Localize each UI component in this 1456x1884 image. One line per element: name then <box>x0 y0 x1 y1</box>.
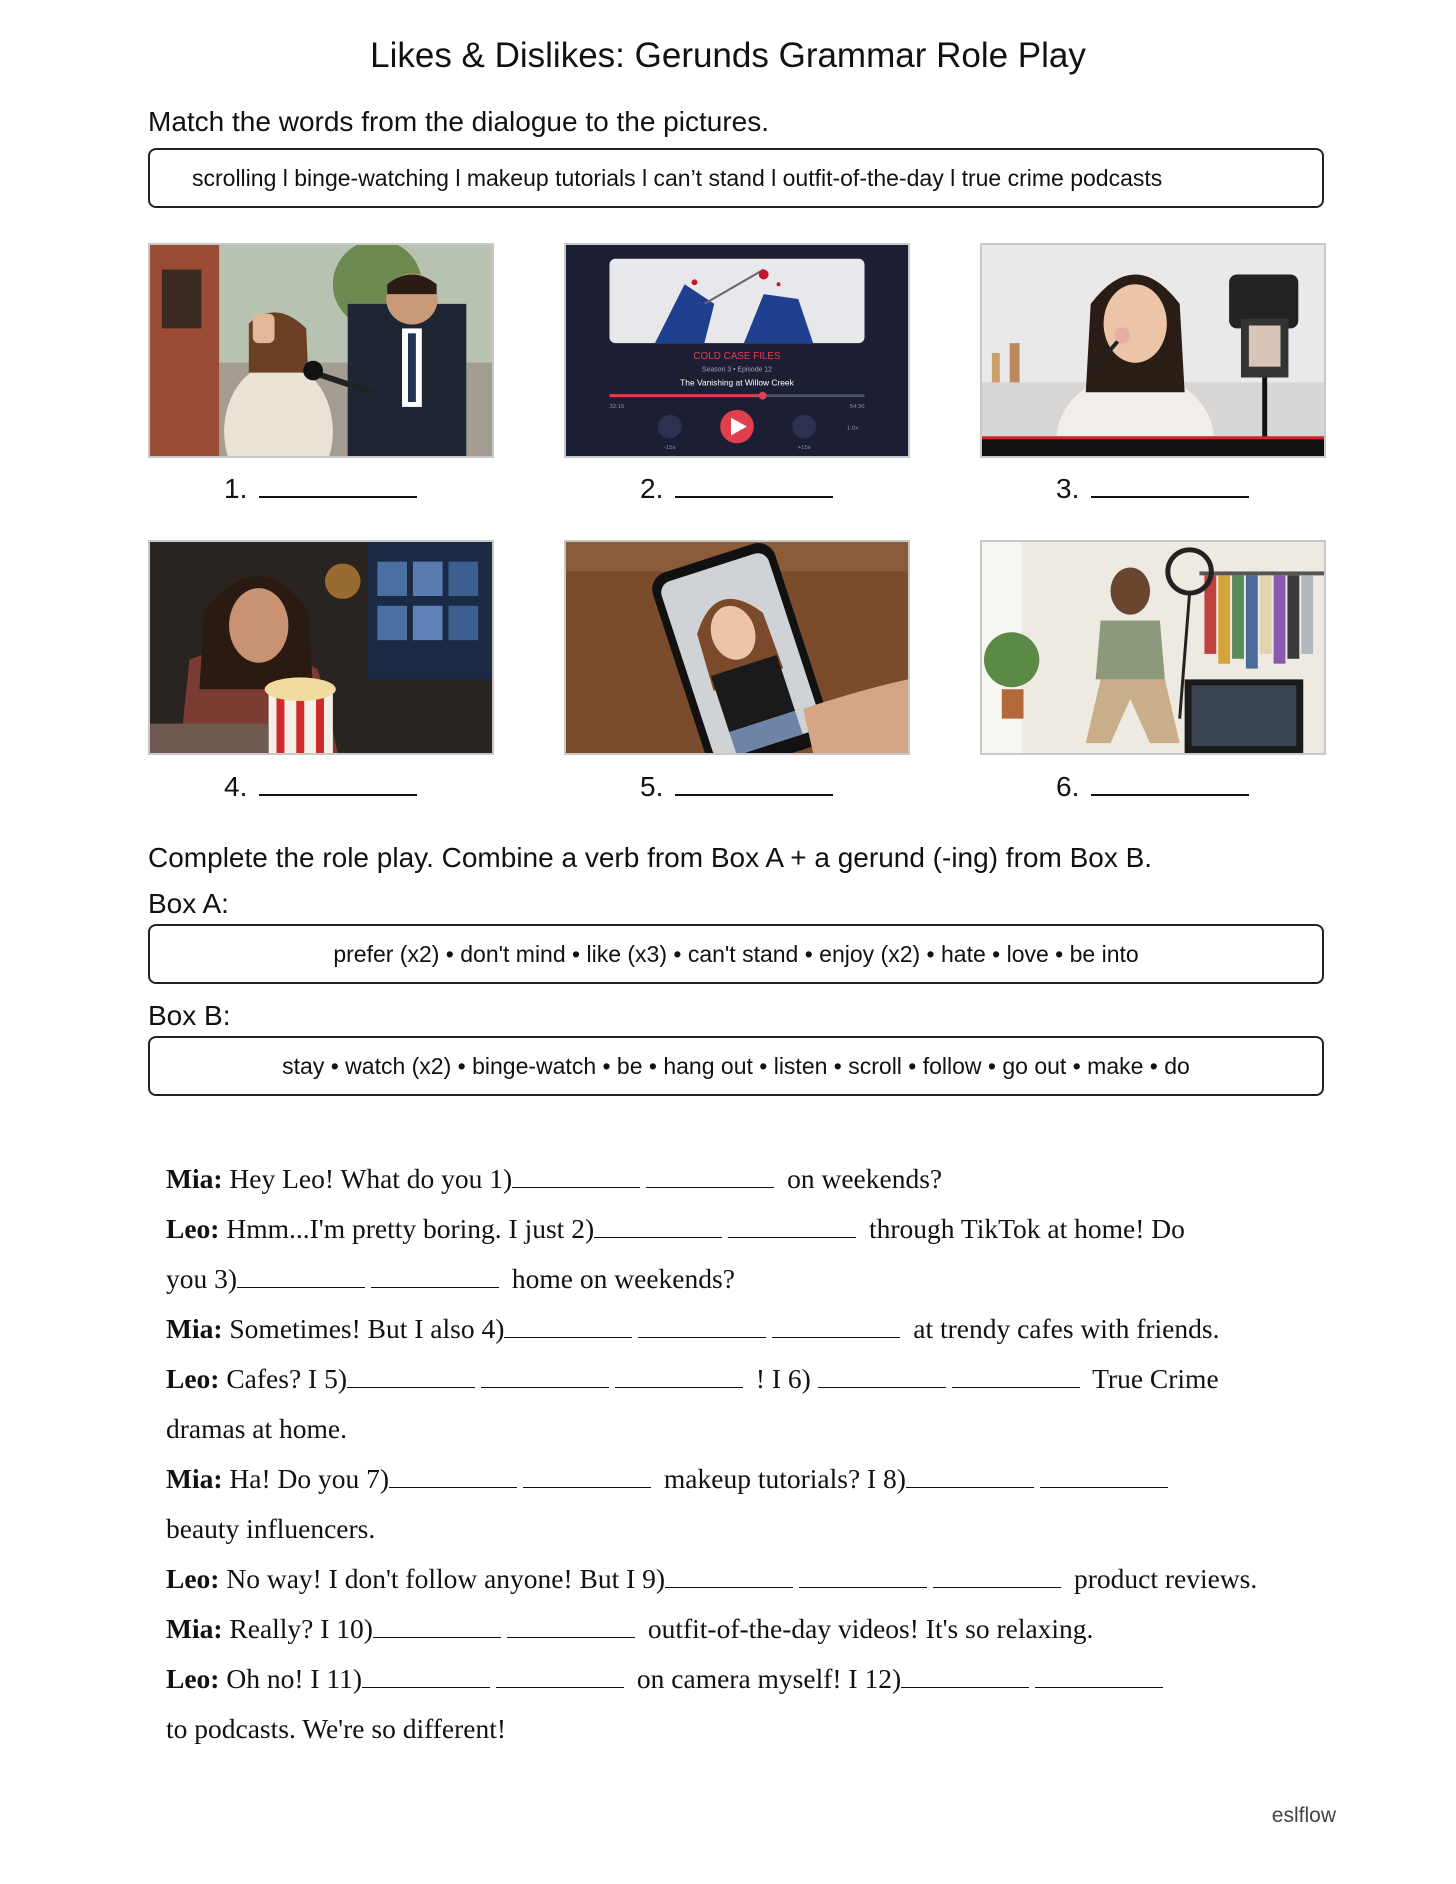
speaker-name: Leo: <box>166 1563 220 1594</box>
page-title: Likes & Dislikes: Gerunds Grammar Role Play <box>370 36 1086 75</box>
answer-blank[interactable] <box>512 1161 640 1188</box>
dialogue-text: product reviews. <box>1067 1563 1258 1594</box>
answer-blank[interactable] <box>237 1261 365 1288</box>
picture-2-answer[interactable]: 2. <box>640 472 833 505</box>
answer-blank[interactable] <box>646 1161 774 1188</box>
footer-brand: eslflow <box>1271 1804 1336 1827</box>
dialogue-text: True Crime <box>1085 1363 1219 1394</box>
answer-blank[interactable] <box>906 1461 1034 1488</box>
picture-1-answer[interactable]: 1. <box>224 472 417 505</box>
dialogue-line <box>166 1354 1326 1404</box>
dialogue-text: Really? I 10) <box>222 1613 373 1644</box>
dialogue-line <box>166 1454 1326 1504</box>
answer-blank[interactable] <box>507 1611 635 1638</box>
answer-blank[interactable] <box>1040 1461 1168 1488</box>
answer-blank[interactable] <box>523 1461 651 1488</box>
box-b-text: stay • watch (x2) • binge-watch • be • hang out • listen • scroll • follow • go out • make • do <box>282 1052 1190 1079</box>
answer-blank[interactable] <box>665 1561 793 1588</box>
dialogue-text: on weekends? <box>780 1163 943 1194</box>
answer-blank[interactable] <box>504 1311 632 1338</box>
box-b <box>148 1036 1324 1096</box>
dialogue-text: through TikTok at home! Do <box>862 1213 1185 1244</box>
dialogue-text: makeup tutorials? I 8) <box>657 1463 906 1494</box>
dialogue-text: outfit-of-the-day videos! It's so relaxing. <box>640 1613 1094 1644</box>
picture-5-scrolling-phone <box>564 540 910 755</box>
answer-blank[interactable] <box>1035 1661 1163 1688</box>
podcast-forward: +15s <box>797 445 811 452</box>
dialogue-text: Hey Leo! What do you 1) <box>222 1163 513 1194</box>
dialogue-text: home on weekends? <box>505 1263 735 1294</box>
answer-blank[interactable] <box>772 1311 900 1338</box>
dialogue-line <box>166 1654 1326 1704</box>
speaker-name: Leo: <box>166 1363 220 1394</box>
speaker-name: Mia: <box>166 1313 223 1344</box>
answer-blank[interactable] <box>496 1661 624 1688</box>
speaker-name: Leo: <box>166 1213 220 1244</box>
answer-blank[interactable] <box>799 1561 927 1588</box>
box-b-label: Box B: <box>148 1000 231 1031</box>
dialogue <box>166 1154 1326 1754</box>
dialogue-text: Sometimes! But I also 4) <box>222 1313 505 1344</box>
picture-4-answer[interactable]: 4. <box>224 770 417 803</box>
dialogue-line <box>166 1704 1326 1754</box>
dialogue-text: No way! I don't follow anyone! But I 9) <box>219 1563 666 1594</box>
podcast-back: -15s <box>664 445 676 452</box>
picture-3-makeup-tutorial <box>980 243 1326 458</box>
picture-4-binge-watching <box>148 540 494 755</box>
podcast-show-title: COLD CASE FILES <box>693 350 781 362</box>
picture-6-answer[interactable]: 6. <box>1056 770 1249 803</box>
answer-blank[interactable] <box>594 1211 722 1238</box>
match-instruction: Match the words from the dialogue to the pictures. <box>148 106 769 137</box>
word-box-text: scrolling l binge-watching l makeup tutorials l can’t stand l outfit-of-the-day l true crime podcasts <box>192 164 1163 191</box>
dialogue-text: dramas at home. <box>166 1413 347 1444</box>
dialogue-line <box>166 1204 1326 1254</box>
answer-blank[interactable] <box>638 1311 766 1338</box>
dialogue-line <box>166 1504 1326 1554</box>
answer-blank[interactable] <box>481 1361 609 1388</box>
answer-blank[interactable] <box>373 1611 501 1638</box>
dialogue-text: beauty influencers. <box>166 1513 376 1544</box>
answer-blank[interactable] <box>362 1661 490 1688</box>
answer-blank[interactable] <box>952 1361 1080 1388</box>
word-box <box>148 148 1324 208</box>
picture-1-interview <box>148 243 494 458</box>
dialogue-text: at trendy cafes with friends. <box>906 1313 1220 1344</box>
picture-5-answer[interactable]: 5. <box>640 770 833 803</box>
podcast-total: 54:30 <box>849 403 865 410</box>
answer-blank[interactable] <box>347 1361 475 1388</box>
picture-2-podcast-player <box>564 243 910 458</box>
answer-blank[interactable] <box>389 1461 517 1488</box>
dialogue-line <box>166 1304 1326 1354</box>
answer-blank[interactable] <box>818 1361 946 1388</box>
podcast-episode: Season 3 • Episode 12 <box>702 366 772 374</box>
speaker-name: Leo: <box>166 1663 220 1694</box>
speaker-name: Mia: <box>166 1163 223 1194</box>
dialogue-line <box>166 1604 1326 1654</box>
picture-6-outfit-video <box>980 540 1326 755</box>
dialogue-line <box>166 1254 1326 1304</box>
dialogue-text: to podcasts. We're so different! <box>166 1713 507 1744</box>
answer-blank[interactable] <box>901 1661 1029 1688</box>
dialogue-text: Hmm...I'm pretty boring. I just 2) <box>219 1213 595 1244</box>
dialogue-line <box>166 1554 1326 1604</box>
dialogue-line <box>166 1154 1326 1204</box>
answer-blank[interactable] <box>728 1211 856 1238</box>
box-a-label: Box A: <box>148 888 229 919</box>
podcast-elapsed: 32:15 <box>609 403 625 410</box>
answer-blank[interactable] <box>933 1561 1061 1588</box>
picture-3-answer[interactable]: 3. <box>1056 472 1249 505</box>
speaker-name: Mia: <box>166 1613 223 1644</box>
roleplay-instruction: Complete the role play. Combine a verb from Box A + a gerund (-ing) from Box B. <box>148 842 1153 873</box>
dialogue-line <box>166 1404 1326 1454</box>
box-a-text: prefer (x2) • don't mind • like (x3) • can't stand • enjoy (x2) • hate • love • be into <box>333 940 1139 967</box>
answer-blank[interactable] <box>371 1261 499 1288</box>
dialogue-text: Oh no! I 11) <box>219 1663 363 1694</box>
dialogue-text: on camera myself! I 12) <box>630 1663 902 1694</box>
answer-blank[interactable] <box>615 1361 743 1388</box>
dialogue-text: Ha! Do you 7) <box>222 1463 390 1494</box>
dialogue-text: ! I 6) <box>748 1363 818 1394</box>
speaker-name: Mia: <box>166 1463 223 1494</box>
podcast-speed: 1.0x <box>847 425 859 432</box>
podcast-episode-name: The Vanishing at Willow Creek <box>680 377 794 388</box>
dialogue-text: Cafes? I 5) <box>219 1363 347 1394</box>
box-a <box>148 924 1324 984</box>
dialogue-text: you 3) <box>166 1263 238 1294</box>
